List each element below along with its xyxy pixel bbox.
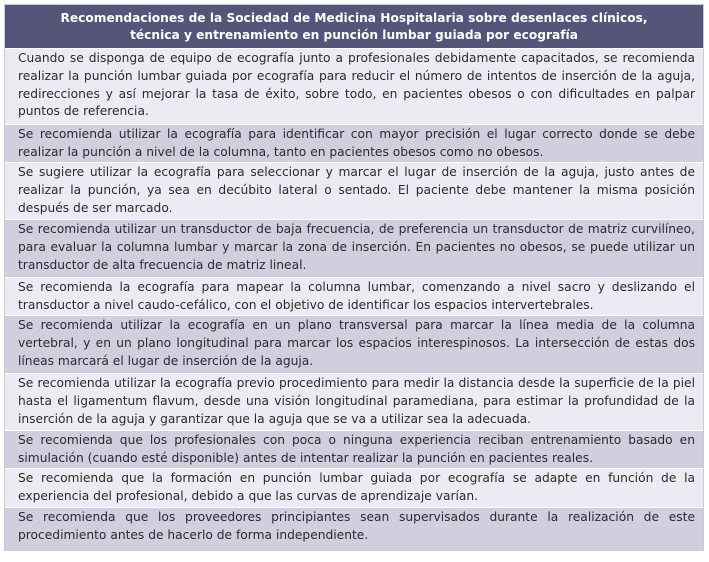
header-title-line-2: técnica y entrenamiento en punción lumbar guiada por ecografía — [130, 28, 578, 42]
table-row: Se recomienda utilizar la ecografía en un plano transversal para marcar la línea media de la columna vertebral, y en un plano longitudinal para marcar los espacios interespinosos. La intersección de estas dos líneas marcará el lugar de inserción de la aguja. — [5, 316, 703, 374]
table-row: Se recomienda que los profesionales con poca o ninguna experiencia reciban entrenamiento basado en simulación (cuando esté disponible) antes de intentar realizar la punción en pacientes reales. — [5, 431, 703, 469]
table-row: Se recomienda que los proveedores principiantes sean supervisados durante la realización de este procedimiento antes de hacerlo de forma independiente. — [5, 508, 703, 550]
table-row: Se recomienda utilizar un transductor de baja frecuencia, de preferencia un transductor de matriz curvilíneo, para evaluar la columna lumbar y marcar la zona de inserción. En pacientes no obesos, se puede utilizar un transductor de alta frecuencia de matriz lineal. — [5, 220, 703, 278]
table-row: Se recomienda utilizar la ecografía previo procedimiento para medir la distancia desde la superficie de la piel hasta el ligamentum flavum, desde una visión longitudinal paramediana, para estimar la profundidad de la inserción de la aguja y garantizar que la aguja que se va a utilizar sea la adecuada. — [5, 374, 703, 431]
table-row: Cuando se disponga de equipo de ecografía junto a profesionales debidamente capacitados, se recomienda realizar la punción lumbar guiada por ecografía para reducir el número de intentos de inserción de la aguja, redirecciones y así mejorar la tasa de éxito, sobre todo, en pacientes obesos o con dificultades en palpar puntos de referencia. — [5, 49, 703, 125]
recommendations-table — [4, 4, 704, 551]
table-row: Se sugiere utilizar la ecografía para seleccionar y marcar el lugar de inserción de la aguja, justo antes de realizar la punción, ya sea en decúbito lateral o sentado. El paciente debe mantener la misma posición después de ser marcado. — [5, 163, 703, 220]
table-header — [5, 5, 703, 49]
table-row: Se recomienda utilizar la ecografía para identificar con mayor precisión el lugar correcto donde se debe realizar la punción a nivel de la columna, tanto en pacientes obesos como no obesos. — [5, 125, 703, 163]
table-row: Se recomienda que la formación en punción lumbar guiada por ecografía se adapte en función de la experiencia del profesional, debido a que las curvas de aprendizaje varían. — [5, 469, 703, 508]
table-row: Se recomienda la ecografía para mapear la columna lumbar, comenzando a nivel sacro y deslizando el transductor a nivel caudo-cefálico, con el objetivo de identificar los espacios intervertebrales. — [5, 278, 703, 316]
header-title-line-1: Recomendaciones de la Sociedad de Medicina Hospitalaria sobre desenlaces clínicos, — [60, 11, 648, 25]
